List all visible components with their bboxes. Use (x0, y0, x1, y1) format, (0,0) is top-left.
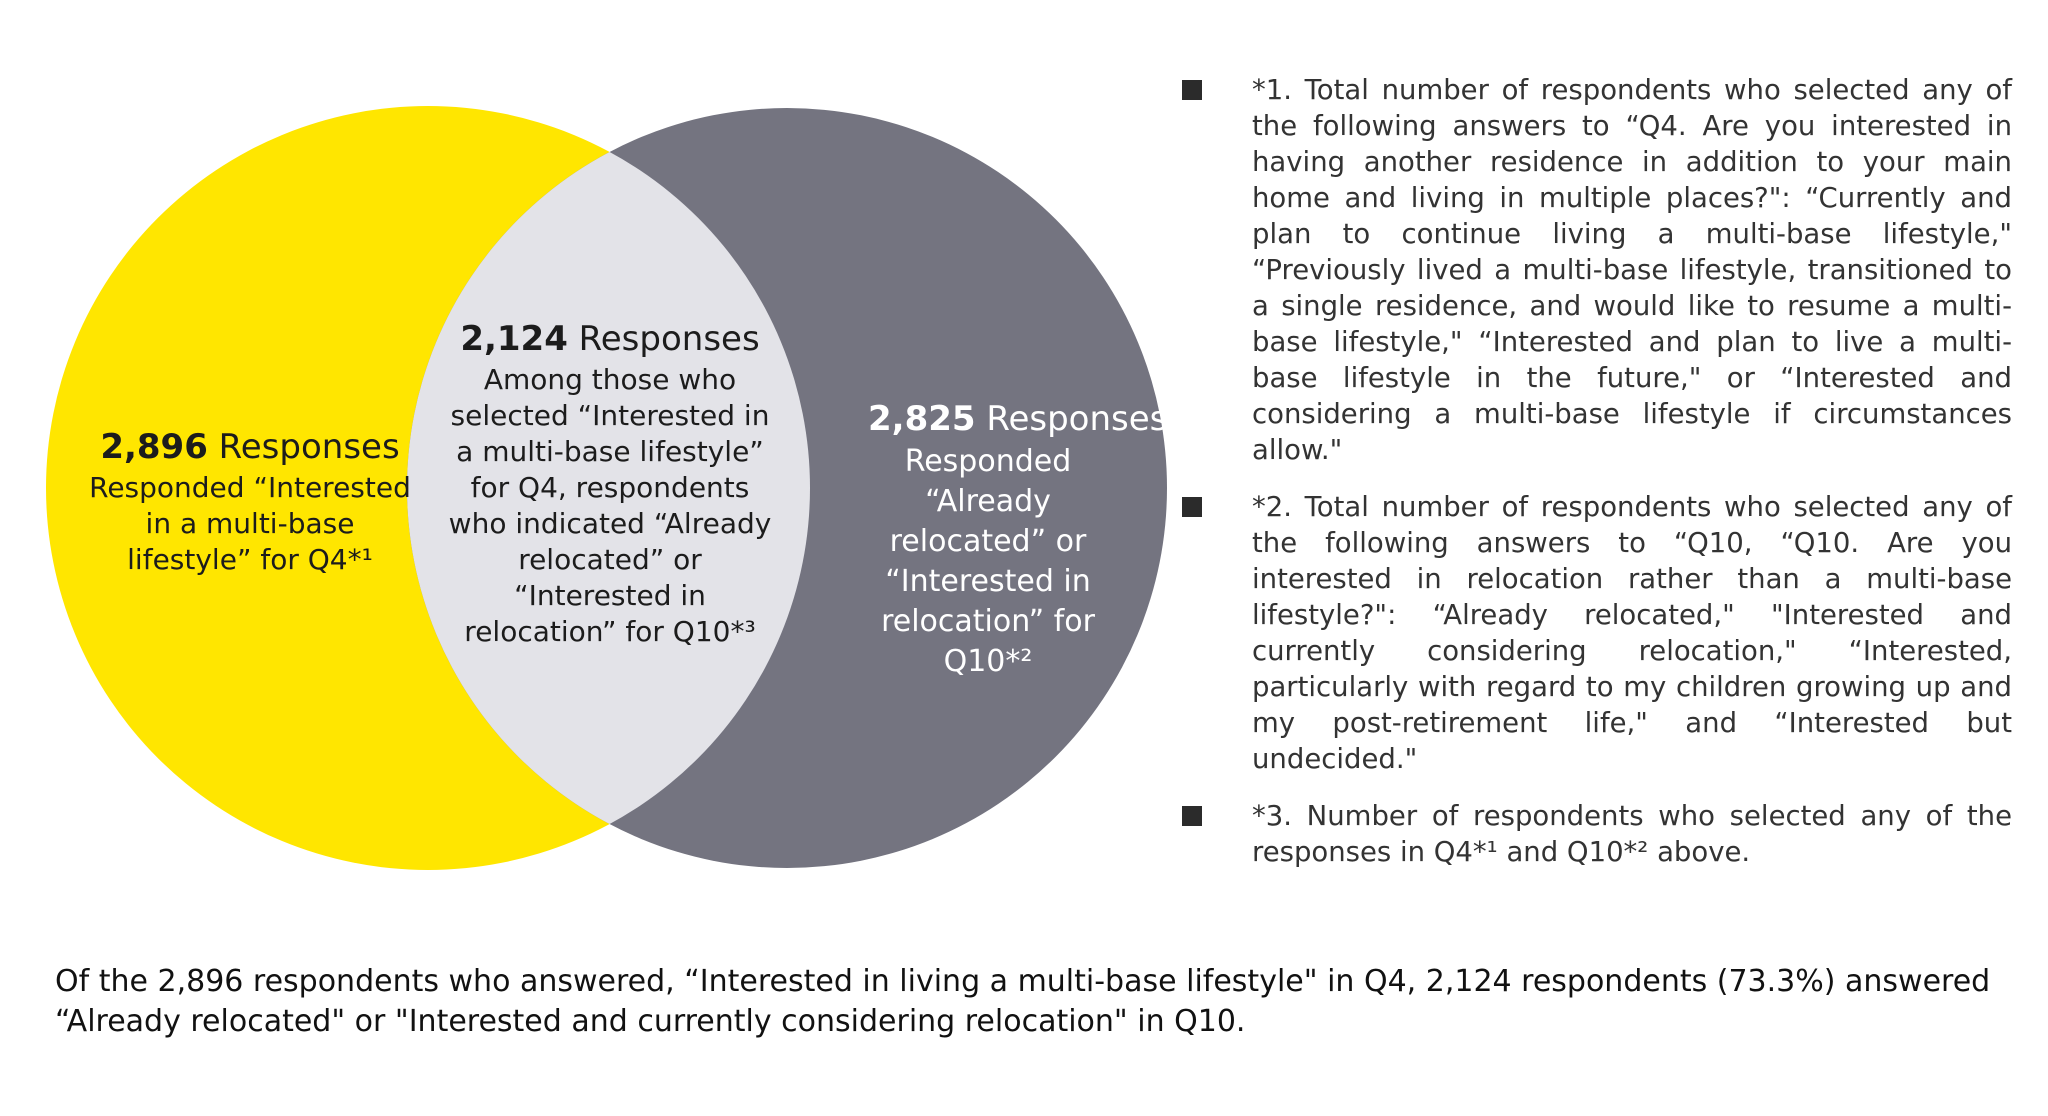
right-circle-label (868, 396, 1168, 682)
footnote-list (1182, 72, 2012, 891)
footnote-3-text: *3. Number of respondents who selected any of the responses in Q4*¹ and Q10*² above. (1252, 800, 2012, 868)
square-bullet-icon (1182, 80, 1202, 100)
footnote-3 (1182, 798, 2012, 870)
right-count: 2,825 (868, 399, 976, 439)
footnote-1 (1182, 72, 2012, 468)
left-count: 2,896 (100, 427, 208, 467)
footnote-2 (1182, 489, 2012, 777)
overlap-label (445, 316, 775, 650)
left-unit: Responses (207, 427, 400, 467)
right-unit: Responses (975, 399, 1168, 439)
square-bullet-icon (1182, 806, 1202, 826)
left-description: Responded “Interested in a multi-base lifestyle” for Q4*¹ (89, 471, 411, 576)
left-circle-label (85, 424, 415, 578)
overlap-count: 2,124 (460, 319, 568, 359)
footnote-1-text: *1. Total number of respondents who selected any of the following answers to “Q4. Are you interested in having another residence in addition to your main home and living in multiple places?": “Currently and plan to continue living a multi-base lifestyle," “Previously lived a multi-base lifestyle, transitioned to a single residence, and would like to resume a multi-base lifestyle," “Interested and plan to live a multi-base lifestyle in the future," or “Interested and considering a multi-base lifestyle if circumstances allow." (1252, 74, 2012, 466)
overlap-description: Among those who selected “Interested in a multi-base lifestyle” for Q4, respondents who indicated “Already relocated” or “Interested in relocation” for Q10*³ (448, 363, 772, 648)
summary-text: Of the 2,896 respondents who answered, “Interested in living a multi-base lifestyle" in Q4, 2,124 respondents (73.3%) answered “Already relocated" or "Interested and currently considering relocation" in Q10. (55, 964, 1991, 1039)
overlap-unit: Responses (567, 319, 760, 359)
right-description: Responded “Already relocated” or “Interested in relocation” for Q10*² (881, 444, 1095, 679)
square-bullet-icon (1182, 497, 1202, 517)
footnote-2-text: *2. Total number of respondents who selected any of the following answers to “Q10, “Q10. Are you interested in relocation rather than a multi-base lifestyle?": “Already relocated," "Interested and currently considering relocation," “Interested, particularly with regard to my children growing up and my post-retirement life," and “Interested but undecided." (1252, 491, 2012, 775)
